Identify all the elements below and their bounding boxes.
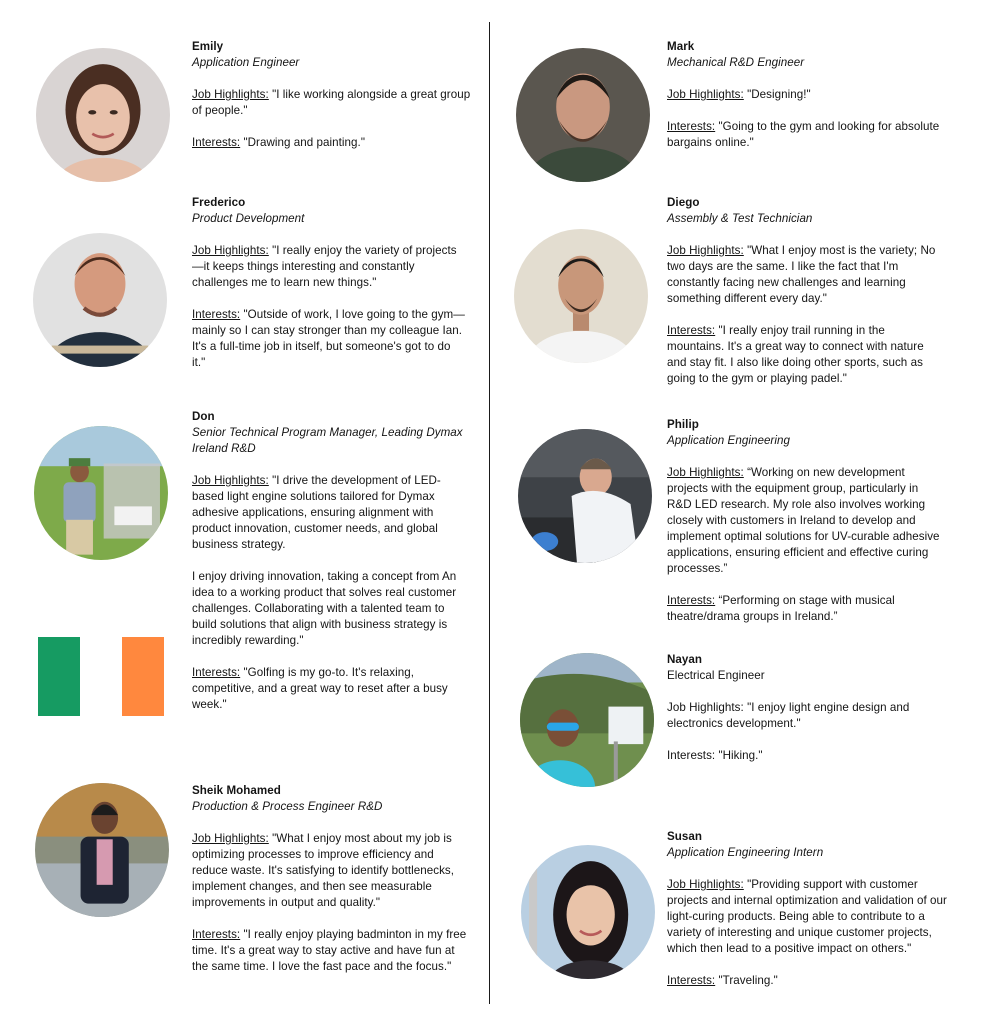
- profile-text: [192, 195, 467, 371]
- profile-name: Frederico: [192, 196, 246, 209]
- interests-text: "Going to the gym and looking for absolute bargains online.": [667, 120, 940, 149]
- job-highlights-label: Job Highlights:: [667, 466, 744, 479]
- interests: [667, 323, 942, 387]
- avatar: [36, 48, 170, 182]
- interests-text: "I really enjoy trail running in the mountains. It's a great way to connect with nature and stay fit. I also like doing other sports, such as going to the gym or playing padel.": [667, 324, 924, 385]
- profile-text: [192, 39, 472, 151]
- interests: [192, 927, 468, 975]
- profile-text: [667, 195, 942, 387]
- job-highlights: [667, 877, 955, 957]
- interests-label: Interests:: [667, 324, 716, 337]
- job-highlights-label: Job Highlights:: [667, 244, 744, 257]
- job-highlights-label: Job Highlights:: [192, 244, 269, 257]
- job-highlights: [667, 465, 942, 577]
- job-highlights-label: Job Highlights:: [667, 88, 744, 101]
- job-highlights-text: "I like working alongside a great group of people.": [192, 88, 471, 117]
- avatar: [35, 783, 169, 917]
- job-highlights-label: Job Highlights:: [667, 878, 744, 891]
- profile-role: Senior Technical Program Manager, Leading Dymax Ireland R&D: [192, 426, 463, 455]
- profile-name: Don: [192, 410, 215, 423]
- profile-role: Assembly & Test Technician: [667, 212, 813, 225]
- job-highlights-text: "I really enjoy the variety of projects—it keeps things interesting and constantly challenges me to learn new things.": [192, 244, 457, 289]
- job-highlights: [192, 831, 468, 911]
- profile-text: [667, 417, 942, 625]
- interests-text: “Performing on stage with musical theatre/drama groups in Ireland.”: [667, 594, 895, 623]
- avatar: [516, 48, 650, 182]
- job-highlights-text: "Providing support with customer projects and internal optimization and validation of our light-curing products. Being able to contribute to a variety of interesting and unique customer projects, which then lead to a positive impact on others.": [667, 878, 947, 955]
- job-highlights-text: "What I enjoy most is the variety; No two days are the same. I like the fact that I'm constantly facing new challenges and learning something different every day.": [667, 244, 936, 305]
- interests-text: "Golfing is my go-to. It's relaxing, competitive, and a great way to reset after a busy week.": [192, 666, 448, 711]
- avatar: [34, 426, 168, 560]
- job-highlights-label: Job Highlights:: [667, 701, 744, 714]
- job-highlights: [667, 700, 942, 732]
- interests: [667, 119, 942, 151]
- avatar: [514, 229, 648, 363]
- profile-role: Application Engineering Intern: [667, 846, 824, 859]
- interests-label: Interests:: [667, 120, 716, 133]
- flag-orange-band: [122, 637, 164, 716]
- job-highlights: [667, 87, 942, 103]
- profile-name: Diego: [667, 196, 700, 209]
- interests-text: "I really enjoy playing badminton in my free time. It's a great way to stay active and have fun at the same time. I love the fast pace and the focus.": [192, 928, 467, 973]
- ireland-flag: [38, 637, 164, 716]
- profile-text: [192, 783, 468, 975]
- job-highlights: [192, 473, 467, 553]
- interests-label: Interests:: [667, 749, 716, 762]
- profile-text: [667, 829, 955, 989]
- interests: [192, 135, 472, 151]
- job-highlights: [667, 243, 942, 307]
- interests: [192, 307, 467, 371]
- interests-text: "Outside of work, I love going to the gym—mainly so I can stay stronger than my colleague Ian. It's a full-time job in itself, but someone's got to do it.": [192, 308, 465, 369]
- interests-label: Interests:: [192, 666, 241, 679]
- profile-name: Susan: [667, 830, 703, 843]
- profile-name: Nayan: [667, 653, 703, 666]
- interests-label: Interests:: [667, 974, 716, 987]
- profile-name: Sheik Mohamed: [192, 784, 281, 797]
- profile-text: [192, 409, 467, 713]
- profile-role: Electrical Engineer: [667, 669, 765, 682]
- avatar: [520, 653, 654, 787]
- interests: [667, 593, 942, 625]
- job-highlights-text: "I enjoy light engine design and electronics development.": [667, 701, 910, 730]
- interests: [667, 748, 942, 764]
- profile-name: Emily: [192, 40, 224, 53]
- job-highlights-label: Job Highlights:: [192, 474, 269, 487]
- interests-label: Interests:: [192, 308, 241, 321]
- profile-name: Philip: [667, 418, 699, 431]
- profile-text: [667, 39, 942, 151]
- column-divider: [489, 22, 490, 1004]
- profile-role: Application Engineer: [192, 56, 300, 69]
- interests-label: Interests:: [192, 136, 241, 149]
- interests-label: Interests:: [667, 594, 716, 607]
- avatar: [33, 233, 167, 367]
- job-highlights: [192, 87, 472, 119]
- flag-green-band: [38, 637, 80, 716]
- profile-role: Mechanical R&D Engineer: [667, 56, 805, 69]
- interests-text: "Traveling.": [715, 974, 778, 987]
- job-highlights-label: Job Highlights:: [192, 88, 269, 101]
- job-highlights-label: Job Highlights:: [192, 832, 269, 845]
- profile-role: Product Development: [192, 212, 305, 225]
- avatar: [518, 429, 652, 563]
- avatar: [521, 845, 655, 979]
- interests: [192, 665, 467, 713]
- interests: [667, 973, 955, 989]
- interests-text: "Hiking.": [715, 749, 763, 762]
- job-highlights-continued: I enjoy driving innovation, taking a concept from An idea to a working product that solves real customer challenges. Collaborating with a talented team to build solutions that align with business strategy is incredibly rewarding.": [192, 570, 457, 647]
- job-highlights-text: "I drive the development of LED-based light engine solutions tailored for Dymax adhesive applications, ensuring alignment with product innovation, customer needs, and global business strategy.: [192, 474, 441, 551]
- job-highlights-text: "Designing!": [743, 88, 811, 101]
- profile-role: Application Engineering: [667, 434, 790, 447]
- job-highlights: [192, 243, 467, 291]
- interests-label: Interests:: [192, 928, 241, 941]
- job-highlights-text: “Working on new development projects with the equipment group, particularly in R&D LED research. My role also involves working closely with customers in Ireland to develop and implement optimal solutions for UV-curable adhesive applications, ensuring efficient and effective curing processes.”: [667, 466, 940, 575]
- flag-white-band: [80, 637, 122, 716]
- job-highlights-text: "What I enjoy most about my job is optimizing processes to improve efficiency and reduce waste. It's satisfying to identify bottlenecks, implement changes, and then see measurable improvements in output and quality.": [192, 832, 455, 909]
- profile-name: Mark: [667, 40, 695, 53]
- profile-role: Production & Process Engineer R&D: [192, 800, 383, 813]
- profile-text: [667, 652, 942, 764]
- interests-text: "Drawing and painting.": [240, 136, 365, 149]
